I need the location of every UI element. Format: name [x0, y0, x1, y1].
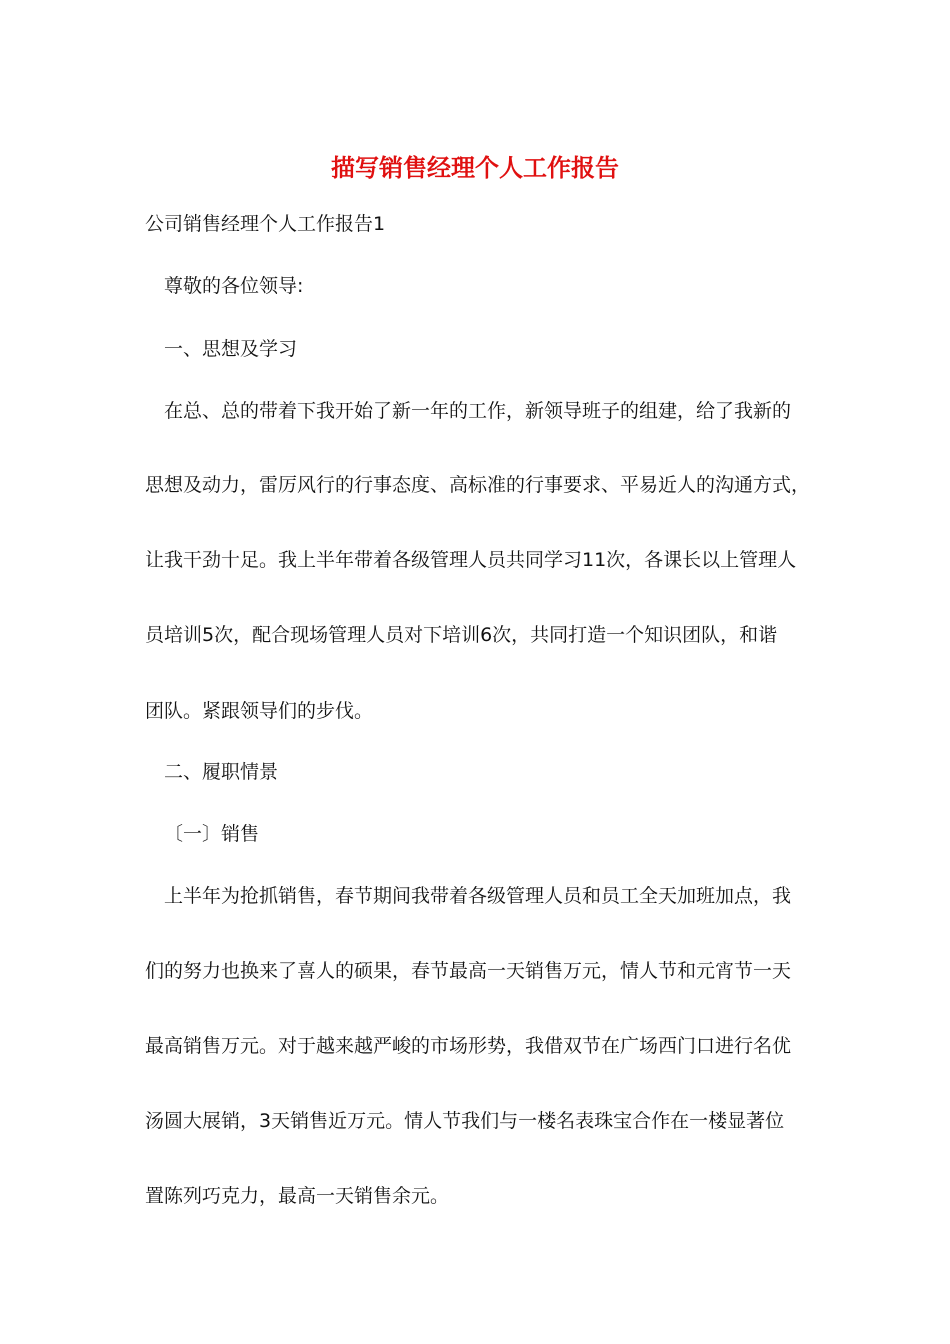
document-title: 描写销售经理个人工作报告: [331, 154, 619, 182]
section-heading-2: 二、履职情景: [164, 761, 279, 783]
paragraph-line: 思想及动力，雷厉风行的行事态度、高标准的行事要求、平易近人的沟通方式，: [145, 474, 811, 496]
paragraph-line: 们的努力也换来了喜人的硕果，春节最高一天销售万元，情人节和元宵节一天: [145, 960, 792, 982]
paragraph-line: 最高销售万元。对于越来越严峻的市场形势，我借双节在广场西门口进行名优: [145, 1035, 792, 1057]
paragraph-line: 汤圆大展销，3天销售近万元。情人节我们与一楼名表珠宝合作在一楼显著位: [145, 1110, 785, 1132]
paragraph-line: 员培训5次，配合现场管理人员对下培训6次，共同打造一个知识团队，和谐: [145, 624, 778, 646]
paragraph-line: 上半年为抢抓销售，春节期间我带着各级管理人员和员工全天加班加点，我: [164, 885, 792, 907]
subsection-heading: 〔一〕销售: [164, 823, 260, 845]
paragraph-line: 置陈列巧克力，最高一天销售余元。: [145, 1185, 450, 1207]
report-heading: 公司销售经理个人工作报告1: [145, 213, 386, 235]
paragraph-line: 在总、总的带着下我开始了新一年的工作，新领导班子的组建，给了我新的: [164, 400, 792, 422]
section-heading-1: 一、思想及学习: [164, 338, 298, 360]
paragraph-line: 让我干劲十足。我上半年带着各级管理人员共同学习11次，各课长以上管理人: [145, 549, 797, 571]
paragraph-line: 团队。紧跟领导们的步伐。: [145, 700, 374, 722]
salutation: 尊敬的各位领导:: [164, 275, 304, 297]
